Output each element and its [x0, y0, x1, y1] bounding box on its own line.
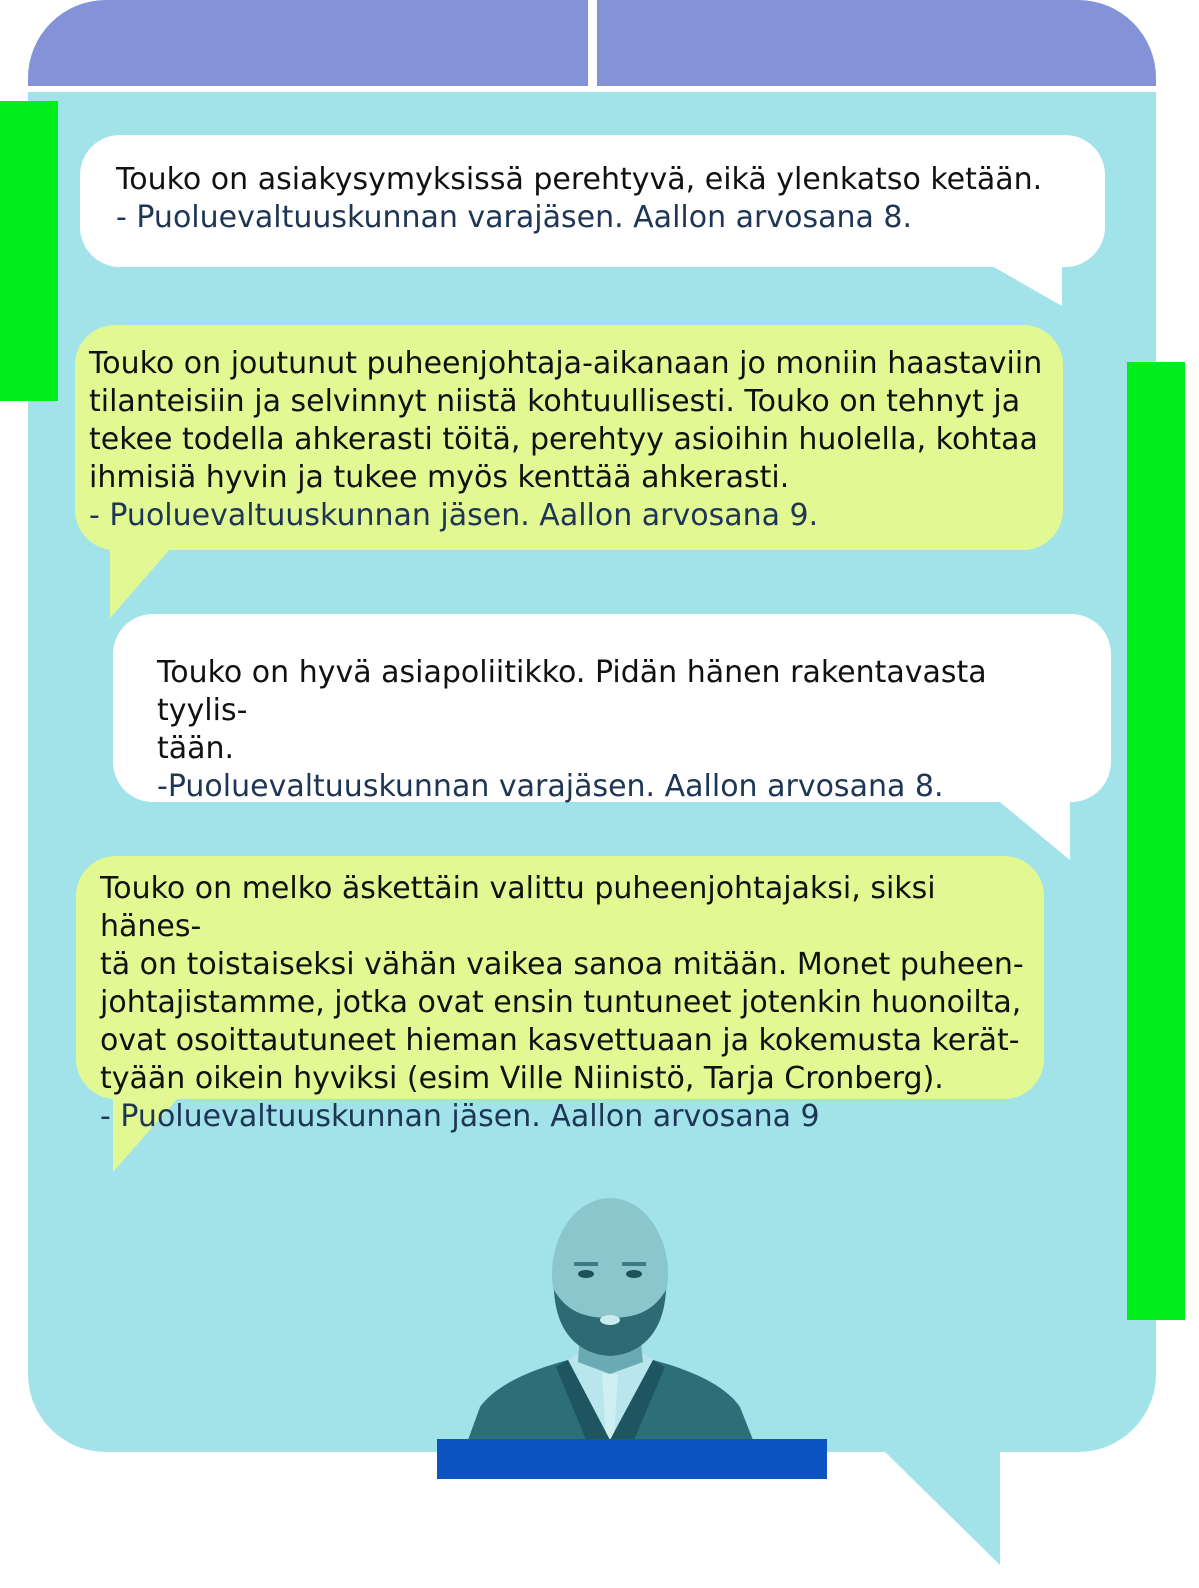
quote-text-line: tekee todella ahkerasti töitä, perehtyy asioihin huolella, kohtaa: [89, 422, 1038, 457]
quote-text-line: Touko on hyvä asiapoliitikko. Pidän hänen rakentavasta tyylis-: [157, 655, 987, 728]
quote-text-line: Touko on joutunut puheenjohtaja-aikanaan jo moniin haastaviin: [89, 346, 1043, 381]
quote-bubble-3: [113, 614, 1111, 802]
quote-bubble-4: [76, 856, 1044, 1134]
quote-text-line: tilanteisiin ja selvinnyt niistä kohtuullisesti. Touko on tehnyt ja: [89, 384, 1021, 419]
quote-text-line: ihmisiä hyvin ja tukee myös kenttää ahkerasti.: [89, 460, 790, 495]
bubble-1-tail: [985, 262, 1062, 306]
quote-text-line: Touko on melko äskettäin valittu puheenjohtajaksi, siksi hänes-: [100, 871, 936, 944]
quote-text-line: johtajistamme, jotka ovat ensin tuntuneet jotenkin huonoilta,: [100, 985, 1022, 1020]
quote-text-line: ovat osoittautuneet hieman kasvettuaan ja kokemusta kerät-: [100, 1023, 1020, 1058]
quote-text-line: tyään oikein hyviksi (esim Ville Niinistö, Tarja Cronberg).: [100, 1061, 944, 1096]
quote-bubble-1: [80, 135, 1105, 267]
bubble-2-tail: [110, 540, 178, 618]
quote-text-line: tään.: [157, 731, 235, 766]
quote-attribution: -Puoluevaltuuskunnan varajäsen. Aallon arvosana 8.: [157, 769, 944, 804]
portrait-image: [468, 1192, 753, 1440]
quote-attribution: - Puoluevaltuuskunnan varajäsen. Aallon arvosana 8.: [116, 200, 913, 235]
quote-text-line: tä on toistaiseksi vähän vaikea sanoa mitään. Monet puheen-: [100, 947, 1024, 982]
footer-bar: [437, 1439, 827, 1479]
quote-attribution: - Puoluevaltuuskunnan jäsen. Aallon arvosana 9: [100, 1099, 820, 1134]
bubble-3-tail: [995, 798, 1070, 860]
quote-bubble-2: [75, 325, 1063, 550]
quote-attribution: - Puoluevaltuuskunnan jäsen. Aallon arvosana 9.: [89, 498, 819, 533]
quote-text-line: Touko on asiakysymyksissä perehtyvä, eikä ylenkatso ketään.: [116, 162, 1043, 197]
